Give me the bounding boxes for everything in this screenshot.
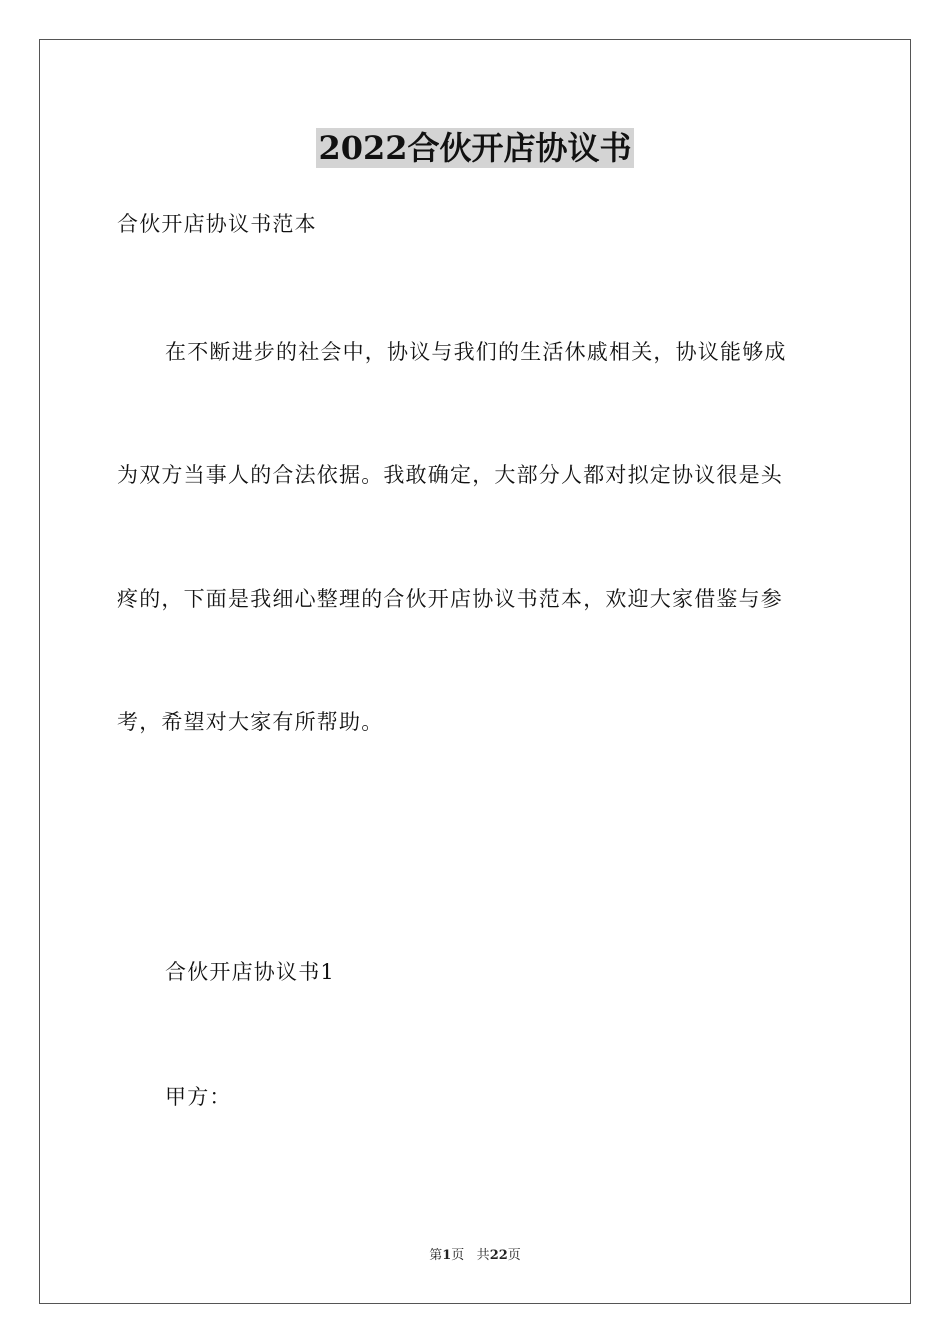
total-pages: 22 [489, 1248, 508, 1263]
section-heading: 合伙开店协议书1 [165, 960, 335, 984]
party-a-label: 甲方： [165, 1085, 232, 1109]
page-prefix: 第 [429, 1248, 443, 1263]
intro-line-2: 为双方当事人的合法依据。我敢确定，大部分人都对拟定协议很是头 [117, 463, 783, 487]
intro-line-1: 在不断进步的社会中，协议与我们的生活休戚相关，协议能够成 [165, 340, 787, 364]
page-number: 1 [442, 1248, 452, 1263]
page-suffix: 页 [451, 1248, 465, 1263]
total-prefix: 共 [476, 1248, 490, 1263]
title-container [0, 128, 950, 168]
page-footer [0, 1247, 950, 1265]
intro-line-4: 考，希望对大家有所帮助。 [117, 710, 384, 734]
total-suffix: 页 [507, 1248, 521, 1263]
document-subtitle: 合伙开店协议书范本 [117, 212, 317, 236]
intro-line-3: 疼的，下面是我细心整理的合伙开店协议书范本，欢迎大家借鉴与参 [117, 587, 783, 611]
document-title: 2022合伙开店协议书 [318, 129, 632, 167]
